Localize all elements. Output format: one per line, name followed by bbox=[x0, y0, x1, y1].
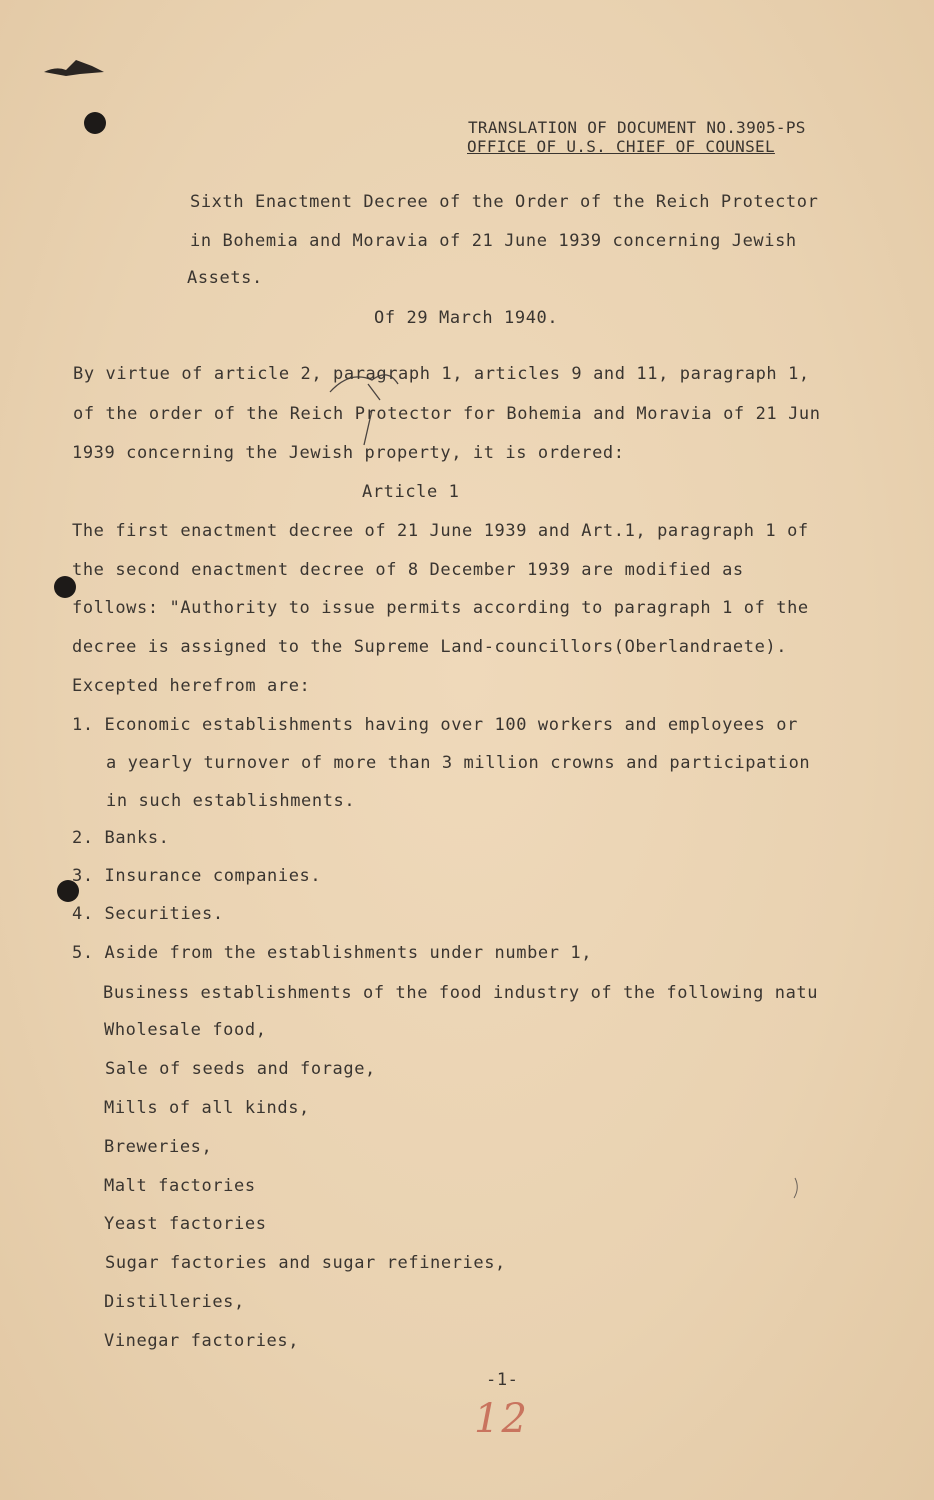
office-heading: OFFICE OF U.S. CHIEF OF COUNSEL bbox=[467, 137, 775, 156]
document-number: TRANSLATION OF DOCUMENT NO.3905-PS bbox=[468, 118, 806, 137]
title-date: Of 29 March 1940. bbox=[374, 308, 559, 328]
preamble-line-1: By virtue of article 2, paragraph 1, articles 9 and 11, paragraph 1, bbox=[73, 364, 810, 384]
title-line-3: Assets. bbox=[187, 268, 263, 288]
item-4: 4. Securities. bbox=[72, 904, 224, 924]
item-1-line-2: a yearly turnover of more than 3 million crowns and participation bbox=[106, 753, 811, 773]
article-line-2: the second enactment decree of 8 December 1939 are modified as bbox=[72, 560, 744, 580]
preamble-line-2: of the order of the Reich Protector for Bohemia and Moravia of 21 Jun bbox=[73, 404, 821, 424]
sub-item: Sale of seeds and forage, bbox=[105, 1059, 376, 1079]
item-1-line-3: in such establishments. bbox=[106, 791, 356, 811]
article-line-1: The first enactment decree of 21 June 1939 and Art.1, paragraph 1 of bbox=[72, 521, 809, 541]
sub-item: Vinegar factories, bbox=[104, 1331, 300, 1351]
article-heading: Article 1 bbox=[362, 482, 460, 502]
sub-item: Mills of all kinds, bbox=[104, 1098, 310, 1118]
item-2: 2. Banks. bbox=[72, 828, 170, 848]
sub-item: Distilleries, bbox=[104, 1292, 245, 1312]
sub-item: Breweries, bbox=[104, 1137, 213, 1157]
sub-item: Yeast factories bbox=[104, 1214, 267, 1234]
page-number: -1- bbox=[486, 1370, 519, 1390]
preamble-line-3: 1939 concerning the Jewish property, it is ordered: bbox=[72, 443, 625, 463]
sub-item: Wholesale food, bbox=[104, 1020, 267, 1040]
item-5-line-1: 5. Aside from the establishments under number 1, bbox=[72, 943, 593, 963]
item-1-line-1: 1. Economic establishments having over 100 workers and employees or bbox=[72, 715, 798, 735]
sub-item: Malt factories bbox=[104, 1176, 256, 1196]
article-line-3: follows: "Authority to issue permits according to paragraph 1 of the bbox=[72, 598, 809, 618]
title-line-1: Sixth Enactment Decree of the Order of the Reich Protector bbox=[190, 192, 819, 212]
sub-item: Sugar factories and sugar refineries, bbox=[105, 1253, 506, 1273]
handwritten-page-number: 12 bbox=[474, 1396, 529, 1442]
item-5-line-2: Business establishments of the food industry of the following natu bbox=[103, 983, 819, 1003]
article-line-4: decree is assigned to the Supreme Land-councillors(Oberlandraete). bbox=[72, 637, 788, 657]
item-3: 3. Insurance companies. bbox=[72, 866, 322, 886]
title-line-2: in Bohemia and Moravia of 21 June 1939 concerning Jewish bbox=[190, 231, 797, 251]
ink-smudge-icon bbox=[44, 60, 104, 76]
article-line-5: Excepted herefrom are: bbox=[72, 676, 311, 696]
